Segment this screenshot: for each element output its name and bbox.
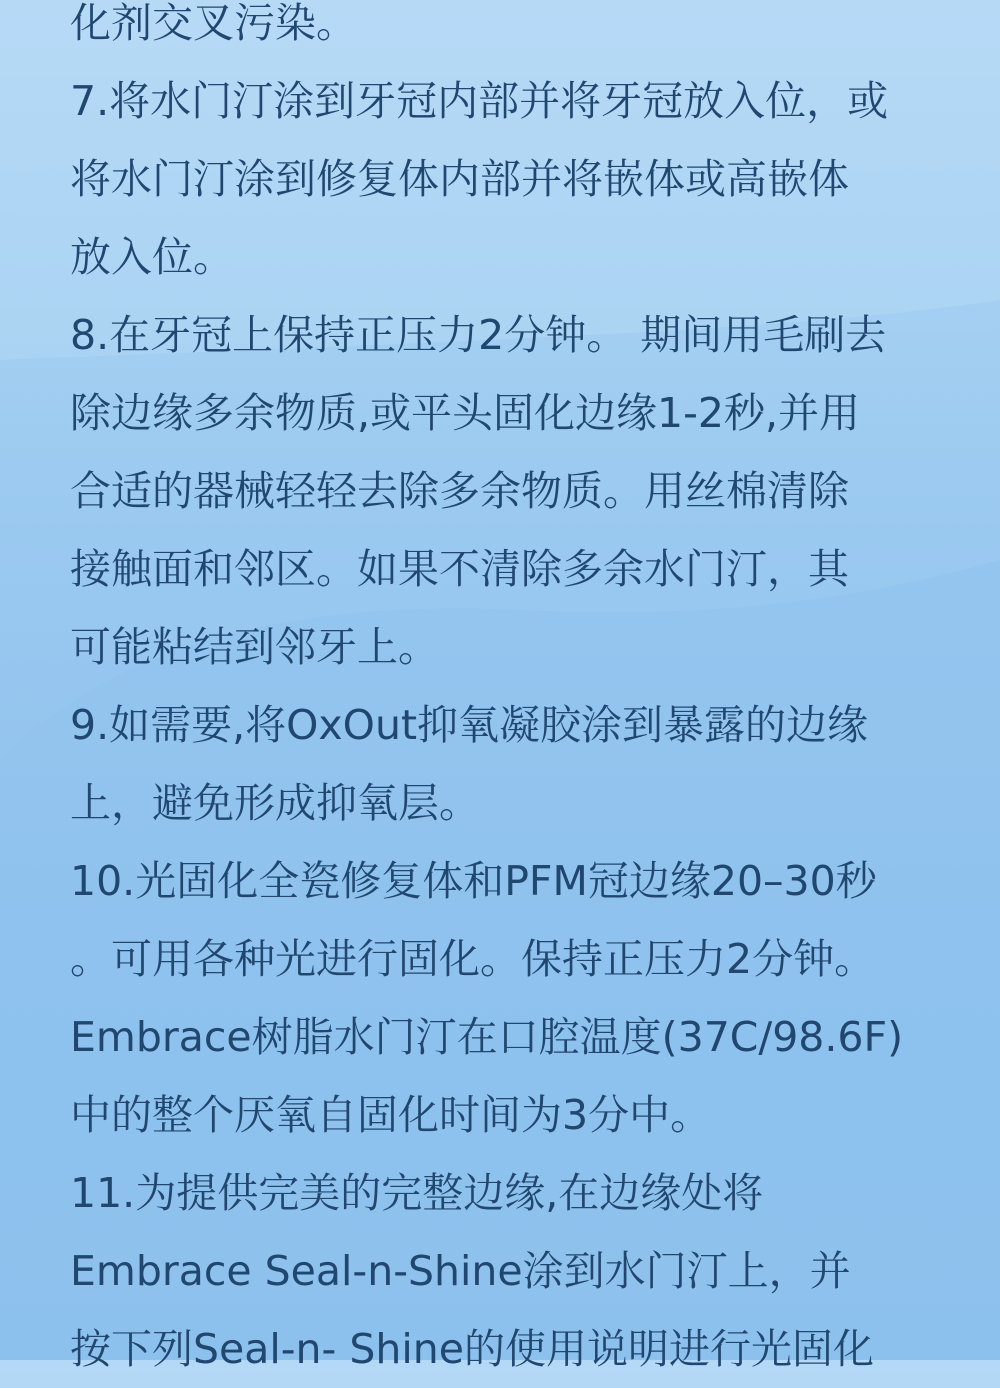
text-line: 上，避免形成抑氧层。 [70,779,480,827]
text-line: 除边缘多余物质,或平头固化边缘1-2秒,并用 [70,389,861,437]
text-line: 化剂交叉污染。 [70,0,357,47]
text-line: 放入位。 [70,233,234,281]
text-line: 可能粘结到邻牙上。 [70,623,439,671]
text-line: 10.光固化全瓷修复体和PFM冠边缘20–30秒 [70,857,877,905]
text-line: 8.在牙冠上保持正压力2分钟。 期间用毛刷去 [70,311,887,359]
text-line: Embrace Seal-n-Shine涂到水门汀上，并 [70,1247,851,1295]
text-line: 将水门汀涂到修复体内部并将嵌体或高嵌体 [70,155,849,203]
text-line: 。可用各种光进行固化。保持正压力2分钟。 [70,935,876,983]
text-line: 合适的器械轻轻去除多余物质。用丝棉清除 [70,467,849,515]
text-line: 9.如需要,将OxOut抑氧凝胶涂到暴露的边缘 [70,701,869,749]
text-line: 7.将水门汀涂到牙冠内部并将牙冠放入位，或 [70,77,889,125]
text-line: 接触面和邻区。如果不清除多余水门汀，其 [70,545,849,593]
instruction-text-block [70,0,950,1388]
text-line: 中的整个厌氧自固化时间为3分中。 [70,1091,712,1139]
text-line: Embrace树脂水门汀在口腔温度(37C/98.6F) [70,1013,904,1061]
text-line: 按下列Seal-n- Shine的使用说明进行光固化 [70,1325,874,1373]
text-line: 11.为提供完美的完整边缘,在边缘处将 [70,1169,764,1217]
